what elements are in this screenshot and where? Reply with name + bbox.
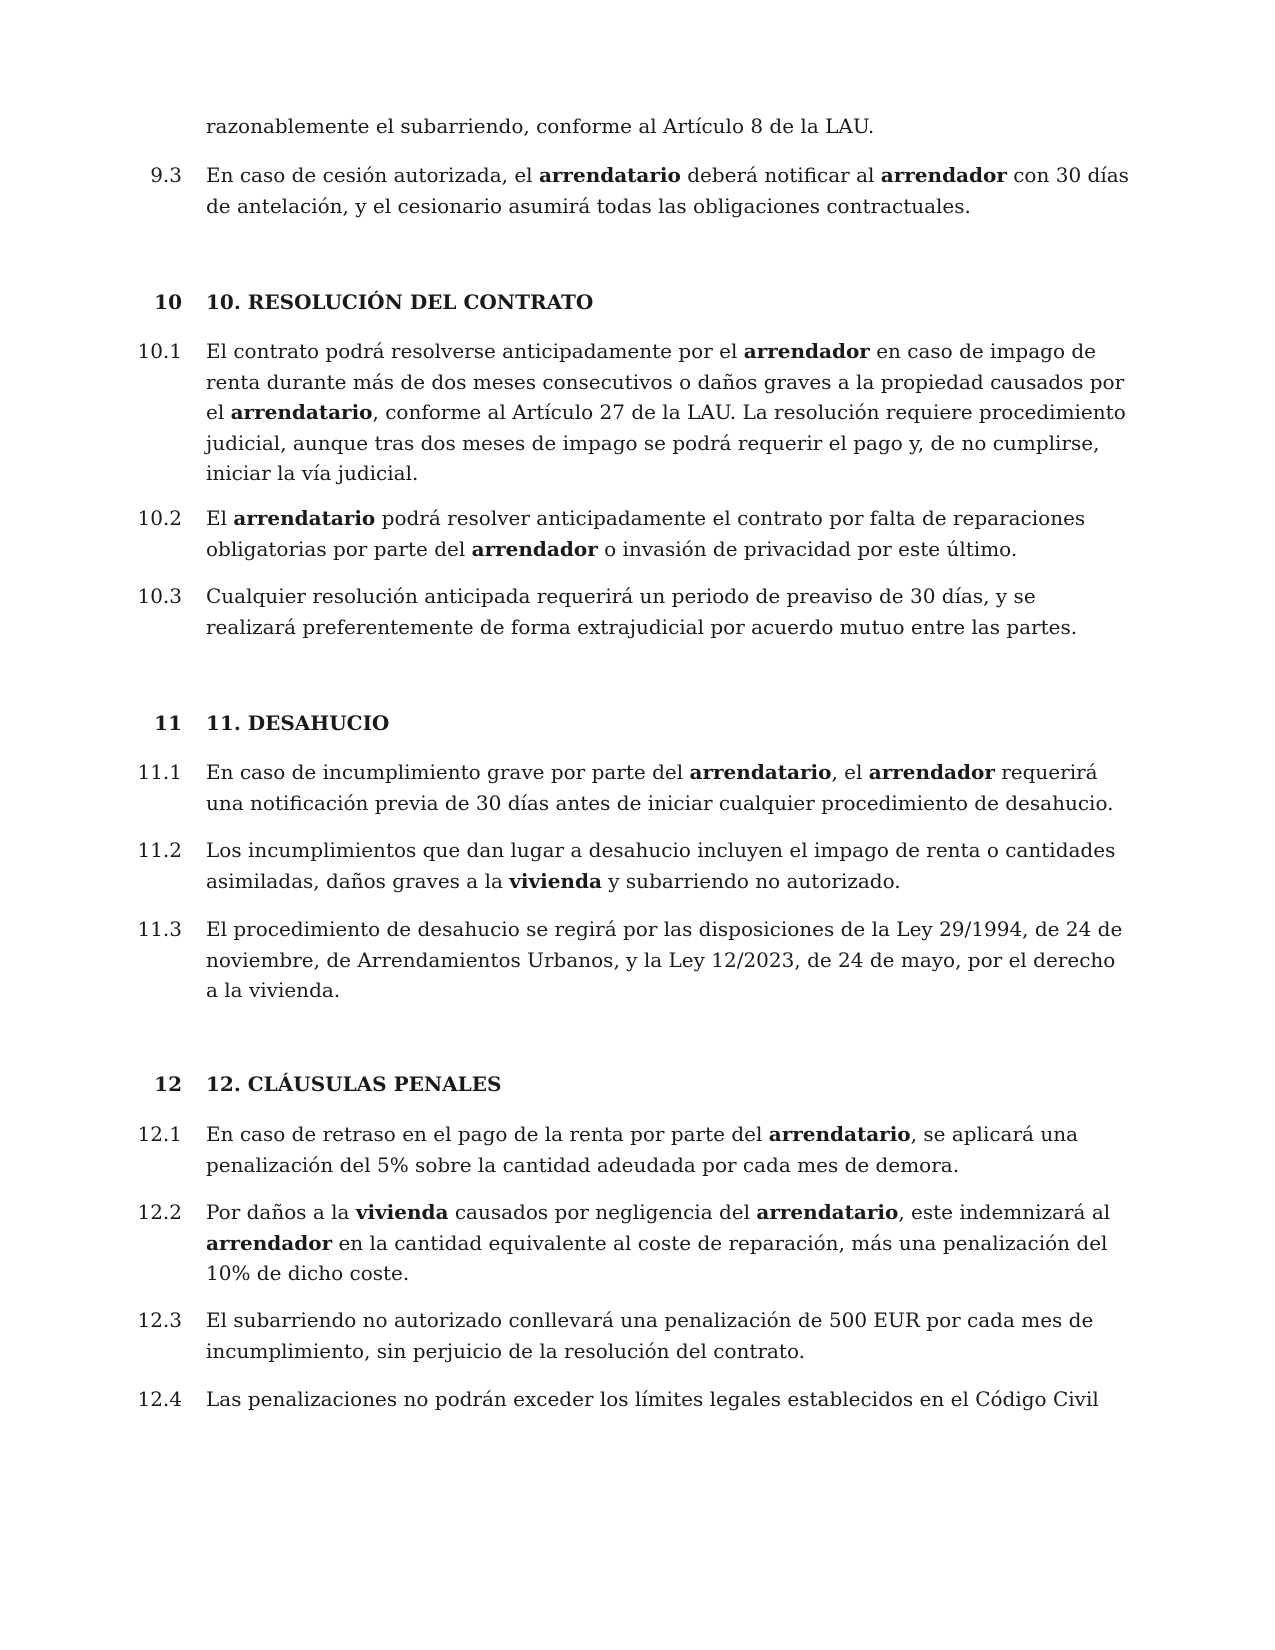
clause-text: [206, 160, 1131, 221]
bold-term: arrendador: [471, 536, 598, 561]
clause-9-2-continuation: [0, 111, 1275, 142]
clause-text: [206, 111, 1131, 142]
clause-number: 10.2: [137, 506, 182, 530]
clause-text: [206, 835, 1131, 896]
text-run: El: [206, 506, 234, 530]
clause-11-1: [0, 757, 1275, 818]
section-title: [206, 1069, 1131, 1100]
bold-term: arrendatario: [233, 506, 376, 530]
text-run: deberá notificar al: [680, 163, 881, 187]
clause-12-2: [0, 1197, 1275, 1289]
section-heading-12: [0, 1069, 1275, 1100]
section-number: 12: [154, 1072, 182, 1096]
section-number: 10: [154, 290, 182, 314]
clause-12-4: [0, 1384, 1275, 1415]
bold-term: arrendatario: [230, 400, 373, 424]
text-run: En caso de retraso en el pago de la renta por parte del: [206, 1122, 769, 1146]
clause-number: 11.1: [137, 760, 182, 784]
clause-12-1: [0, 1119, 1275, 1180]
section-number: 11: [154, 711, 182, 735]
clause-number: 12.1: [137, 1122, 182, 1146]
clause-number: 9.3: [150, 163, 182, 187]
clause-12-3: [0, 1305, 1275, 1366]
bold-term: vivienda: [355, 1200, 449, 1224]
clause-text: [206, 914, 1131, 1006]
clause-number: 10.1: [137, 339, 182, 363]
clause-number: 12.2: [137, 1200, 182, 1224]
text-run: Los incumplimientos que dan lugar a desahucio incluyen el impago de renta o cantidades asimiladas, daños graves a la: [206, 838, 1116, 893]
bold-term: vivienda: [509, 868, 602, 893]
bold-term: arrendatario: [689, 760, 832, 784]
clause-10-3: [0, 581, 1275, 642]
bold-term: arrendador: [880, 163, 1007, 187]
section-heading-11: [0, 708, 1275, 739]
clause-number: 10.3: [137, 584, 182, 608]
text-run: en caso de impago de renta durante más de dos meses consecutivos o daños graves a la propiedad causados por el: [206, 339, 1125, 424]
text-run: El subarriendo no autorizado conllevará una penalización de 500 EUR por cada mes de incumplimiento, sin perjuicio de la resolución del contrato.: [206, 1308, 1094, 1363]
clause-text: [206, 1305, 1131, 1366]
text-run: y subarriendo no autorizado.: [601, 868, 901, 893]
text-run: En caso de incumplimiento grave por parte del: [206, 760, 690, 784]
text-run: causados por negligencia del: [448, 1200, 757, 1224]
clause-10-1: [0, 336, 1275, 489]
text-run: Las penalizaciones no podrán exceder los límites legales establecidos en el Código Civil: [206, 1387, 1099, 1411]
text-run: , conforme al Artículo 27 de la LAU. La resolución requiere procedimiento judicial, aunque tras dos meses de impago se podrá requerir el pago y, de no cumplirse, iniciar la vía judicial.: [206, 400, 1126, 485]
clause-11-2: [0, 835, 1275, 896]
bold-term: arrendatario: [756, 1200, 899, 1224]
bold-term: arrendatario: [538, 163, 681, 187]
clause-10-2: [0, 503, 1275, 564]
bold-term: 11. DESAHUCIO: [206, 711, 390, 735]
bold-term: 12. CLÁUSULAS PENALES: [206, 1072, 502, 1096]
text-run: , el: [831, 760, 869, 784]
text-run: en la cantidad equivalente al coste de reparación, más una penalización del 10% de dicho coste.: [206, 1230, 1108, 1285]
text-run: con 30 días de antelación, y el cesionario asumirá todas las obligaciones contractuales.: [206, 163, 1129, 218]
text-run: Cualquier resolución anticipada requerirá un periodo de preaviso de 30 días, y se realizará preferentemente de forma extrajudicial por acuerdo mutuo entre las partes.: [206, 584, 1078, 639]
clause-text: [206, 1119, 1131, 1180]
text-run: Por daños a la: [206, 1200, 356, 1224]
text-run: razonablemente el subarriendo, conforme al Artículo 8 de la LAU.: [206, 114, 875, 138]
text-run: , se aplicará una penalización del 5% sobre la cantidad adeudada por cada mes de demora.: [206, 1122, 1078, 1177]
clause-11-3: [0, 914, 1275, 1006]
text-run: requerirá una notificación previa de 30 días antes de iniciar cualquier procedimiento de desahucio.: [206, 760, 1114, 815]
clause-text: [206, 757, 1131, 818]
clause-9-3: [0, 160, 1275, 221]
clause-number: 11.2: [137, 838, 182, 862]
text-run: El contrato podrá resolverse anticipadamente por el: [206, 339, 744, 363]
clause-number: 12.3: [137, 1308, 182, 1332]
clause-text: [206, 503, 1131, 564]
text-run: En caso de cesión autorizada, el: [206, 163, 539, 187]
clause-number: 11.3: [137, 917, 182, 941]
text-run: , este indemnizará al: [898, 1200, 1111, 1224]
clause-text: [206, 581, 1131, 642]
clause-text: [206, 1384, 1131, 1415]
bold-term: 10. RESOLUCIÓN DEL CONTRATO: [206, 290, 594, 314]
bold-term: arrendador: [868, 760, 995, 784]
bold-term: arrendatario: [768, 1122, 911, 1146]
clause-number: 12.4: [137, 1387, 182, 1411]
bold-term: arrendador: [206, 1230, 333, 1255]
section-title: [206, 287, 1131, 318]
section-title: [206, 708, 1131, 739]
text-run: El procedimiento de desahucio se regirá por las disposiciones de la Ley 29/1994, de 24 de noviembre, de Arrendamientos Urbanos, y la Ley 12/2023, de 24 de mayo, por el derecho a la vivienda.: [206, 917, 1123, 1002]
bold-term: arrendador: [743, 339, 870, 363]
text-run: podrá resolver anticipadamente el contrato por falta de reparaciones obligatorias por parte del: [206, 506, 1086, 561]
text-run: o invasión de privacidad por este último.: [597, 536, 1018, 561]
clause-number: [0, 111, 182, 142]
clause-text: [206, 336, 1131, 489]
section-heading-10: [0, 287, 1275, 318]
clause-text: [206, 1197, 1131, 1289]
